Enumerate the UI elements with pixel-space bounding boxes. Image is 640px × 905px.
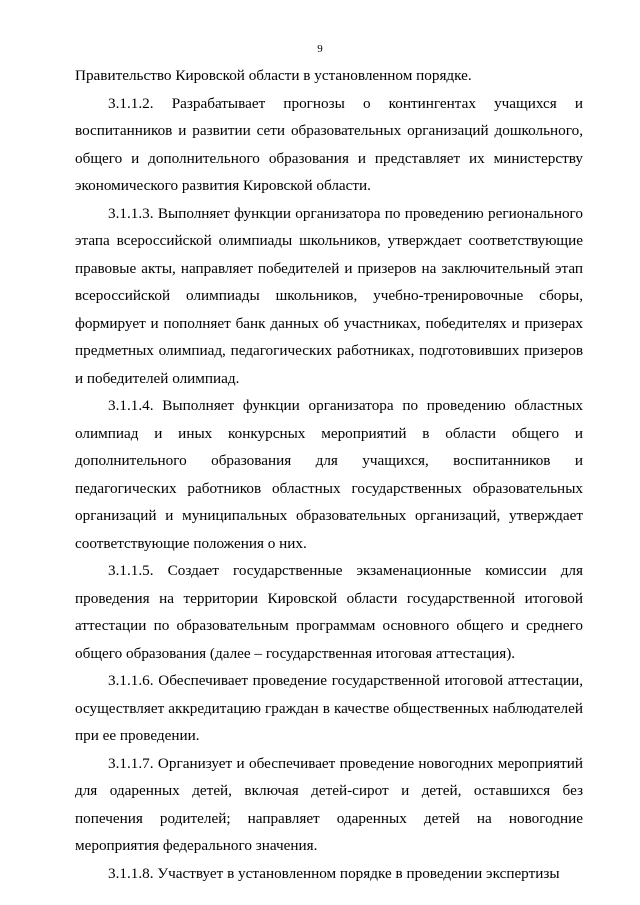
document-body bbox=[75, 62, 583, 887]
page-number: 9 bbox=[317, 43, 323, 55]
paragraph-3-1-1-4: 3.1.1.4. Выполняет функции организатора по проведению областных олимпиад и иных конкурсных мероприятий в области общего и дополнительного образования для учащихся, воспитанников и педагогических работников областных государственных образовательных организаций и муниципальных образовательных организаций, утверждает соответствующие положения о них. bbox=[75, 397, 583, 552]
paragraph-continuation: Правительство Кировской области в установленном порядке. bbox=[75, 67, 472, 84]
paragraph-3-1-1-7: 3.1.1.7. Организует и обеспечивает проведение новогодних мероприятий для одаренных детей, включая детей-сирот и детей, оставшихся без попечения родителей; направляет одаренных детей на новогодние мероприятия федерального значения. bbox=[75, 754, 583, 854]
paragraph-3-1-1-5: 3.1.1.5. Создает государственные экзаменационные комиссии для проведения на территории Кировской области государственной итоговой аттестации по образовательным программам основного общего и среднего общего образования (далее – государственная итоговая аттестация). bbox=[75, 562, 583, 662]
paragraph-3-1-1-6: 3.1.1.6. Обеспечивает проведение государственной итоговой аттестации, осуществляет аккредитацию граждан в качестве общественных наблюдателей при ее проведении. bbox=[75, 672, 583, 744]
paragraph-3-1-1-2: 3.1.1.2. Разрабатывает прогнозы о контингентах учащихся и воспитанников и развитии сети образовательных организаций дошкольного, общего и дополнительного образования и представляет их министерству экономического развития Кировской области. bbox=[75, 94, 583, 194]
paragraph-3-1-1-8: 3.1.1.8. Участвует в установленном порядке в проведении экспертизы bbox=[108, 864, 560, 882]
paragraph-3-1-1-3: 3.1.1.3. Выполняет функции организатора по проведению регионального этапа всероссийской олимпиады школьников, утверждает соответствующие правовые акты, направляет победителей и призеров на заключительный этап всероссийской олимпиады школьников, учебно-тренировочные сборы, формирует и пополняет банк данных об участниках, победителях и призерах предметных олимпиад, педагогических работниках, подготовивших призеров и победителей олимпиад. bbox=[75, 204, 583, 387]
